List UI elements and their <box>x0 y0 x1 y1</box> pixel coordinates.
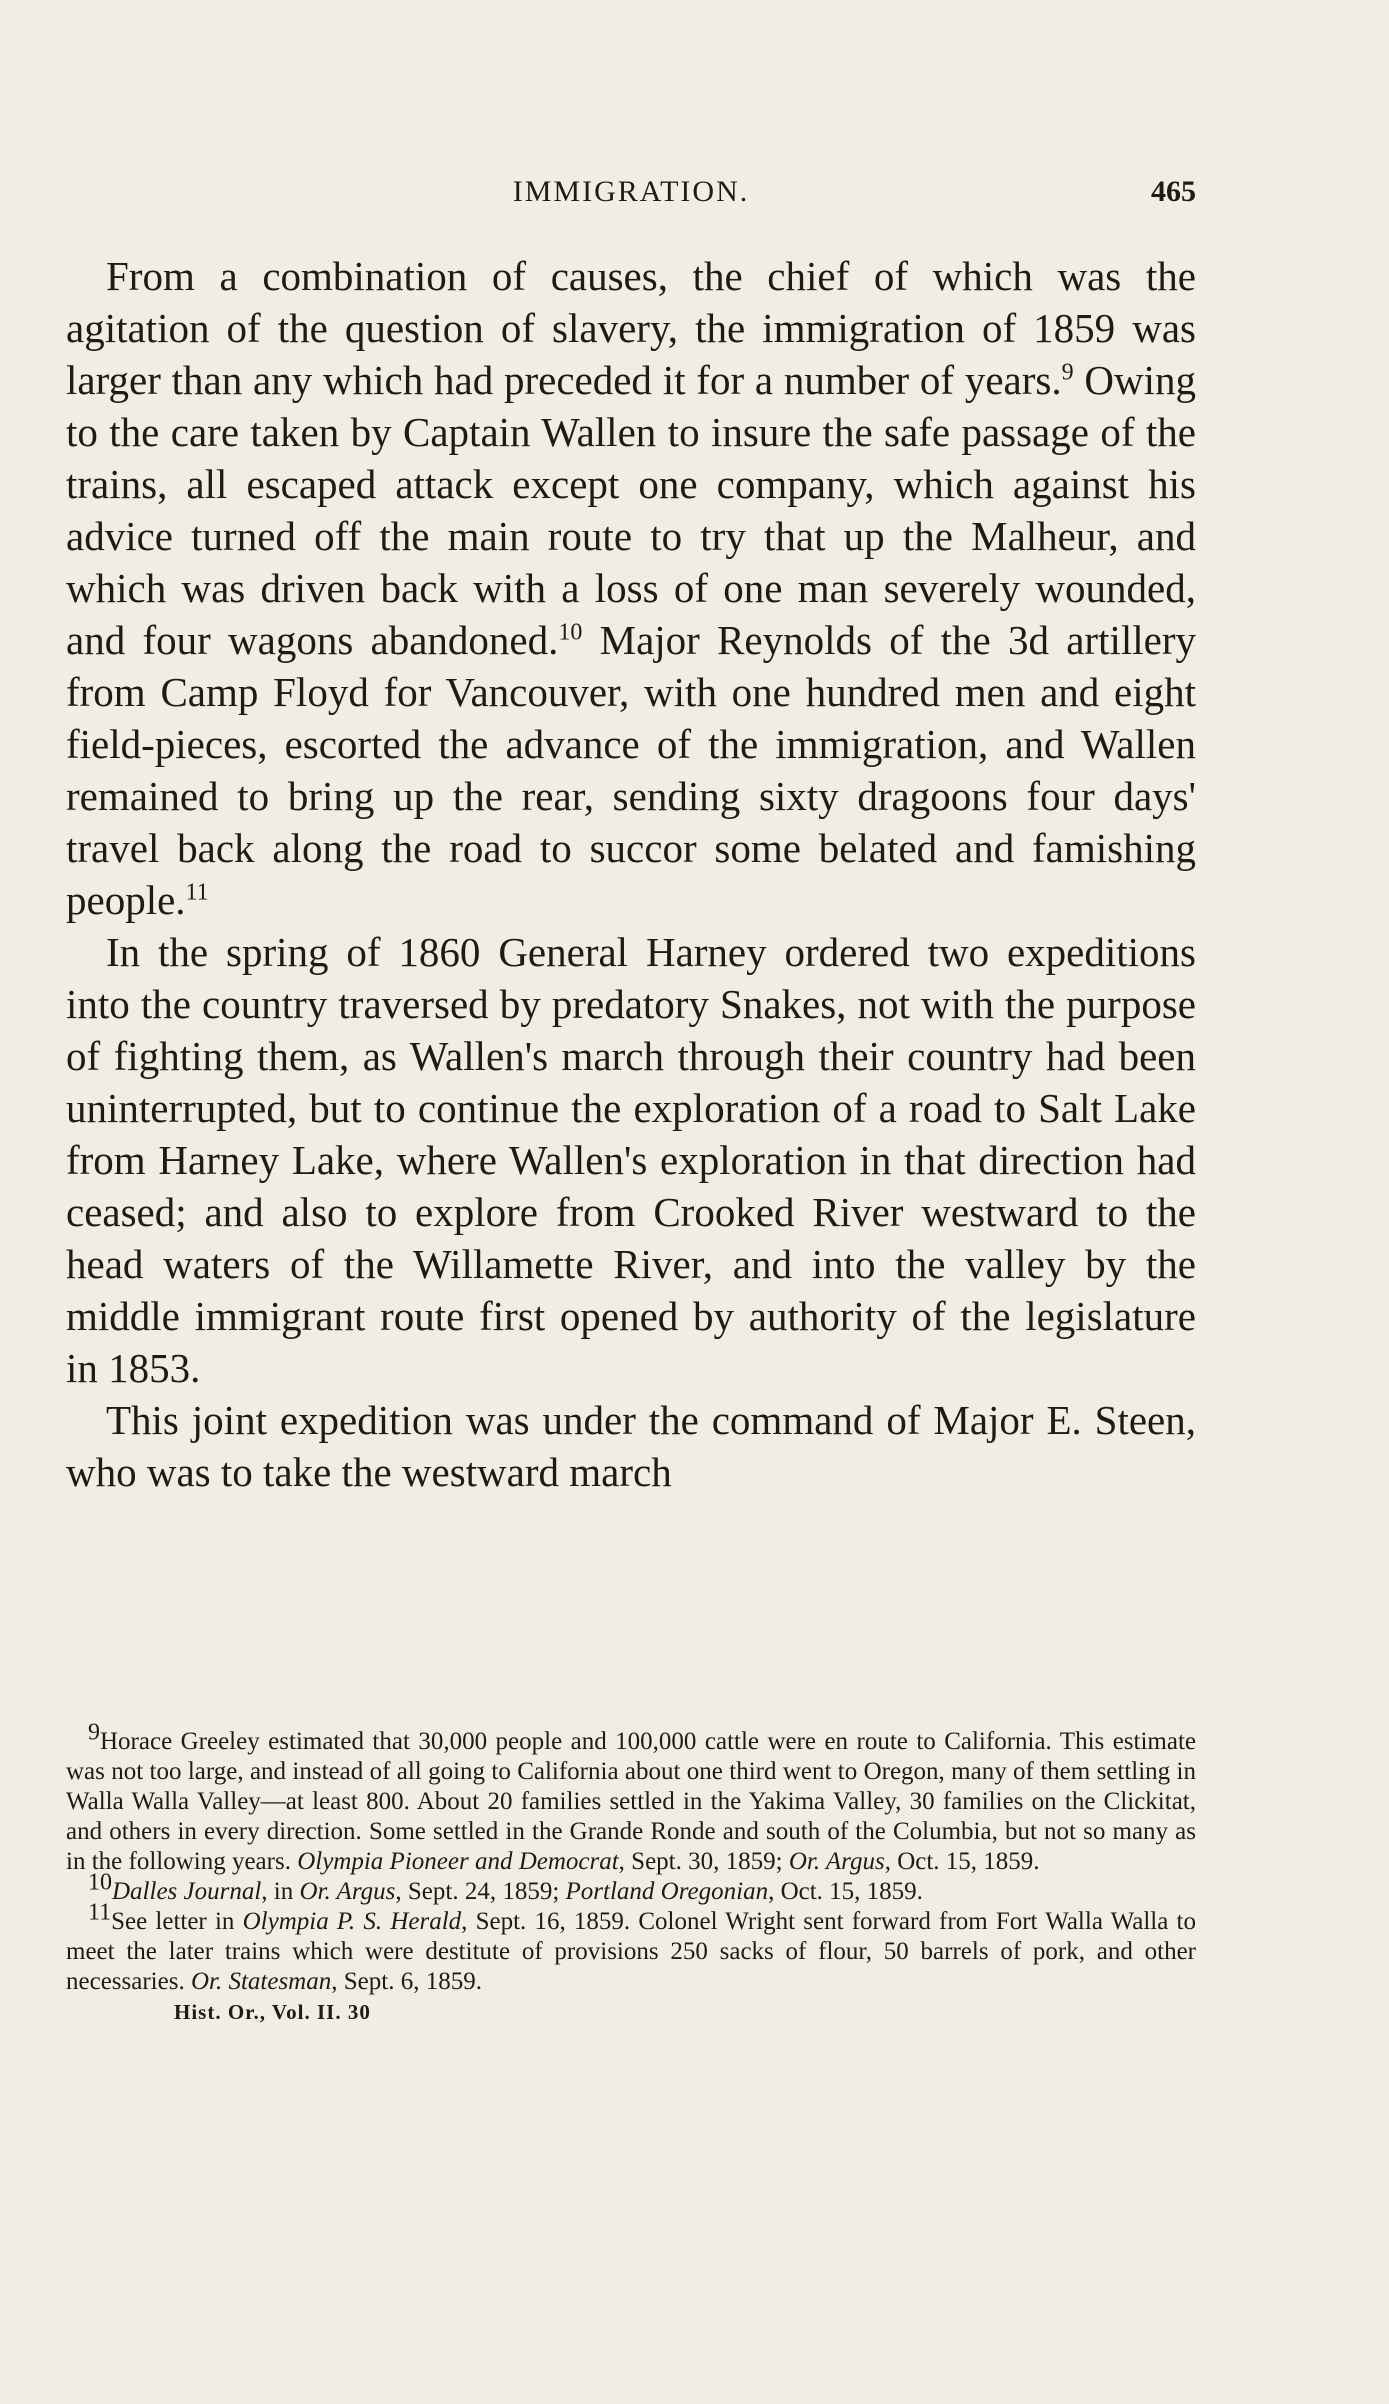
paragraph-1-text-a: From a combination of causes, the chief of which was the agitation of the question of slavery, the immigration of 1859 was larger than any which had preceded it for a number of years. <box>66 253 1196 403</box>
footnote-9-source-b: Or. Argus <box>788 1848 885 1875</box>
page-header <box>66 172 1196 212</box>
running-head: IMMIGRATION. <box>512 175 750 208</box>
footnote-10-source-a: Dalles Journal <box>112 1878 262 1905</box>
footnote-10-source-b: Or. Argus <box>299 1878 396 1905</box>
footnote-10-text-c: , Oct. 15, 1859. <box>768 1878 923 1905</box>
paragraph-1-text-b: Owing to the care taken by Captain Wallen to insure the safe passage of the trains, all escaped attack except one company, which against his advice turned off the main route to try that up the Malheur, and which was driven back with a loss of one man severely wounded, and four wagons abandoned. <box>66 357 1197 663</box>
paragraph-1 <box>66 250 1196 926</box>
footnotes <box>66 1719 1196 2027</box>
footnote-10-source-c: Portland Oregonian <box>565 1878 769 1905</box>
footnote-ref-9: 9 <box>1061 359 1074 386</box>
paragraph-1-text-c: Major Reynolds of the 3d artillery from Camp Floyd for Vancouver, with one hundred men and eight field-pieces, escorted the advance of the immigration, and Wallen remained to bring up the rear, sending sixty dragoons four days' travel back along the road to succor some belated and famishing people. <box>66 617 1196 923</box>
footnote-9-text-b: , Sept. 30, 1859; <box>618 1848 789 1875</box>
footnote-10-mark: 10 <box>88 1869 112 1896</box>
footnote-10-text-a: , in <box>261 1878 300 1905</box>
footnote-11-source-b: Or. Statesman <box>190 1968 332 1995</box>
signature-mark: Hist. Or., Vol. II. 30 <box>174 2000 371 2024</box>
footnote-11 <box>66 1899 1196 1997</box>
footnote-11-source-a: Olympia P. S. Herald <box>242 1908 462 1935</box>
footnote-ref-10: 10 <box>558 619 583 646</box>
paragraph-2: In the spring of 1860 General Harney ordered two expeditions into the country traversed by predatory Snakes, not with the purpose of fighting them, as Wallen's march through their country had been uninterrupted, but to continue the exploration of a road to Salt Lake from Harney Lake, where Wallen's exploration in that direction had ceased; and also to explore from Crooked River westward to the head waters of the Willamette River, and into the valley by the middle immigrant route first opened by authority of the legislature in 1853. <box>66 929 1196 1391</box>
footnote-9 <box>66 1719 1196 1877</box>
footnote-9-text-c: , Oct. 15, 1859. <box>884 1848 1040 1875</box>
footnote-10-text-b: , Sept. 24, 1859; <box>395 1878 566 1905</box>
main-text <box>66 250 1196 1498</box>
footnote-10 <box>66 1869 1196 1907</box>
footnote-11-text-b: , Sept. 16, 1859. Colonel Wright sent forward from Fort Walla Walla to meet the later trains which were destitute of provisions 250 sacks of flour, 50 barrels of pork, and other necessaries. <box>66 1908 1196 1995</box>
footnote-9-mark: 9 <box>88 1719 100 1746</box>
footnote-9-source-a: Olympia Pioneer and Democrat <box>297 1848 619 1875</box>
footnote-11-mark: 11 <box>88 1899 112 1926</box>
footnote-11-text-c: , Sept. 6, 1859. <box>331 1968 482 1995</box>
paragraph-3: This joint expedition was under the command of Major E. Steen, who was to take the westward march <box>66 1397 1196 1495</box>
footnote-9-text-a: Horace Greeley estimated that 30,000 people and 100,000 cattle were en route to California. This estimate was not too large, and instead of all going to California about one third went to Oregon, many of them settling in Walla Walla Valley—at least 800. About 20 families settled in the Yakima Valley, 30 families on the Clickitat, and others in every direction. Some settled in the Grande Ronde and south of the Columbia, but not so many as in the following years. <box>66 1728 1196 1875</box>
footnote-11-text-a: See letter in <box>111 1908 243 1935</box>
footnote-ref-11: 11 <box>185 879 209 906</box>
page-number: 465 <box>1151 175 1196 208</box>
